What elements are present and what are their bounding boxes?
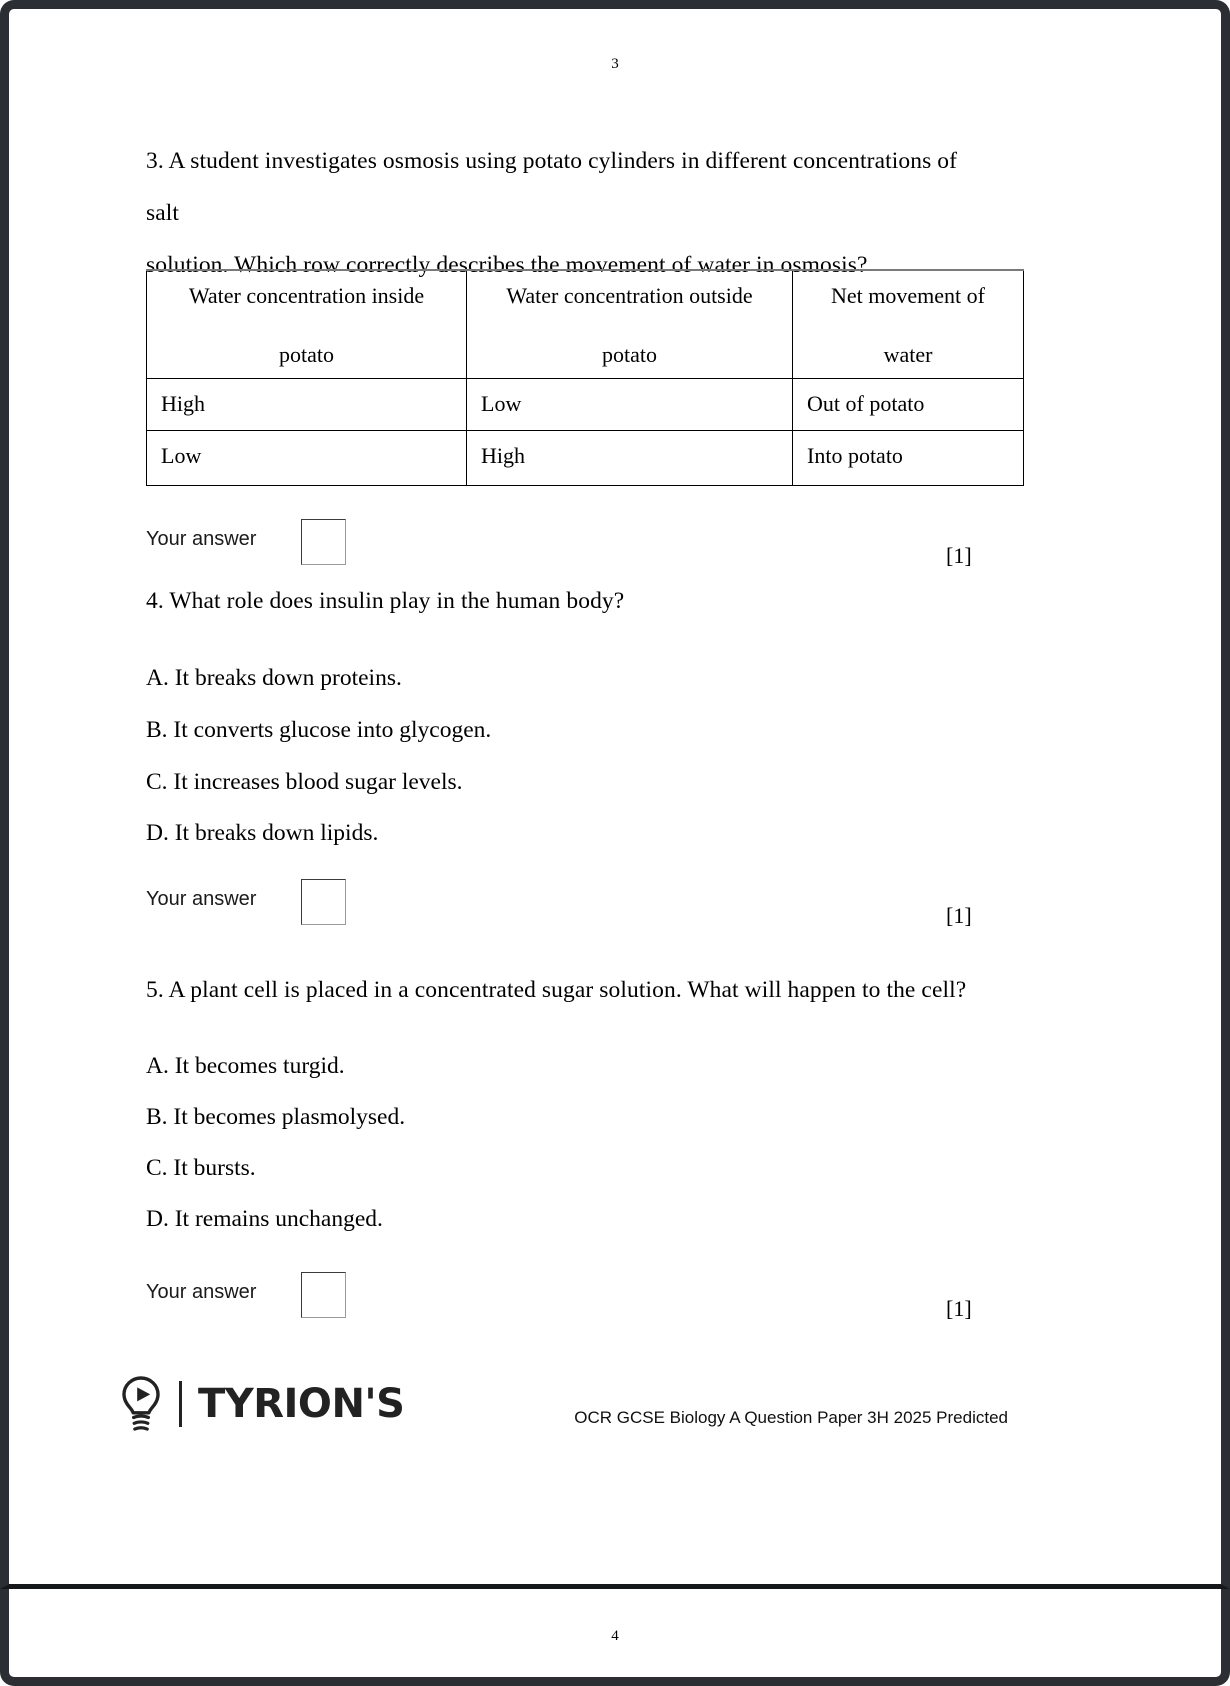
question-4-answer-row	[146, 879, 1026, 928]
question-5-block	[146, 964, 1026, 1016]
question-4-answer-box[interactable]	[301, 879, 346, 925]
header-inside-line1: Water concentration inside	[188, 283, 425, 308]
question-5-option-c[interactable]: C. It bursts.	[146, 1155, 256, 1181]
question-5-option-b[interactable]: B. It becomes plasmolysed.	[146, 1104, 406, 1130]
question-3-marks: [1]	[946, 543, 972, 568]
header-inside-line2: potato	[279, 342, 334, 367]
brand-logo	[119, 1375, 404, 1433]
table-cell-r2c1: Low	[147, 430, 467, 485]
table-header-cell-outside	[467, 270, 793, 378]
question-4-answer-label: Your answer	[146, 888, 257, 910]
header-outside-line1: Water concentration outside	[506, 283, 753, 308]
osmosis-table	[146, 269, 1024, 486]
question-4-text: 4. What role does insulin play in the human body?	[146, 588, 625, 614]
question-3-answer-box[interactable]	[301, 519, 346, 565]
question-5-text: 5. A plant cell is placed in a concentrated sugar solution. What will happen to the cell?	[146, 977, 967, 1003]
question-4-option-a[interactable]: A. It breaks down proteins.	[146, 665, 402, 691]
question-5-marks: [1]	[946, 1296, 972, 1321]
table-cell-r1c1: High	[147, 378, 467, 430]
table-header-row	[147, 270, 1024, 378]
question-4-block	[146, 575, 1026, 627]
table-header-cell-inside	[147, 270, 467, 378]
question-5-answer-label: Your answer	[146, 1281, 257, 1303]
question-5-answer-box[interactable]	[301, 1272, 346, 1318]
table-header-cell-net-movement	[793, 270, 1024, 378]
question-4-option-c[interactable]: C. It increases blood sugar levels.	[146, 769, 463, 795]
question-5-option-a[interactable]: A. It becomes turgid.	[146, 1053, 345, 1079]
question-5-answer-row	[146, 1272, 1026, 1321]
table-cell-r2c3: Into potato	[793, 430, 1024, 485]
footer-attribution: OCR GCSE Biology A Question Paper 3H 2025 Predicted	[574, 1408, 1008, 1427]
question-4-marks: [1]	[946, 903, 972, 928]
question-3-answer-row	[146, 519, 1026, 568]
question-3-answer-label: Your answer	[146, 528, 257, 550]
page-number-bottom: 4	[611, 1628, 619, 1644]
page-number-top: 3	[611, 56, 619, 72]
header-net-line2: water	[883, 342, 933, 367]
table-cell-r1c2: Low	[467, 378, 793, 430]
table-row	[147, 378, 1024, 430]
logo-divider	[179, 1381, 182, 1427]
question-3-text-line-1: 3. A student investigates osmosis using potato cylinders in different concentrations of salt	[146, 148, 958, 226]
table-cell-r2c2: High	[467, 430, 793, 485]
table-cell-r1c3: Out of potato	[793, 378, 1024, 430]
lightbulb-play-icon	[119, 1375, 163, 1433]
header-net-line1: Net movement of	[831, 283, 985, 308]
question-5-option-d[interactable]: D. It remains unchanged.	[146, 1206, 383, 1232]
brand-name: TYRION'S	[198, 1381, 405, 1427]
question-3-block	[146, 135, 966, 291]
page-sheet-next	[0, 1589, 1230, 1686]
question-4-option-d[interactable]: D. It breaks down lipids.	[146, 820, 379, 846]
question-4-option-b[interactable]: B. It converts glucose into glycogen.	[146, 717, 492, 743]
table-row	[147, 430, 1024, 485]
question-3-text-line-2: solution. Which row correctly describes the movement of water in osmosis?	[146, 252, 868, 278]
header-outside-line2: potato	[602, 342, 657, 367]
